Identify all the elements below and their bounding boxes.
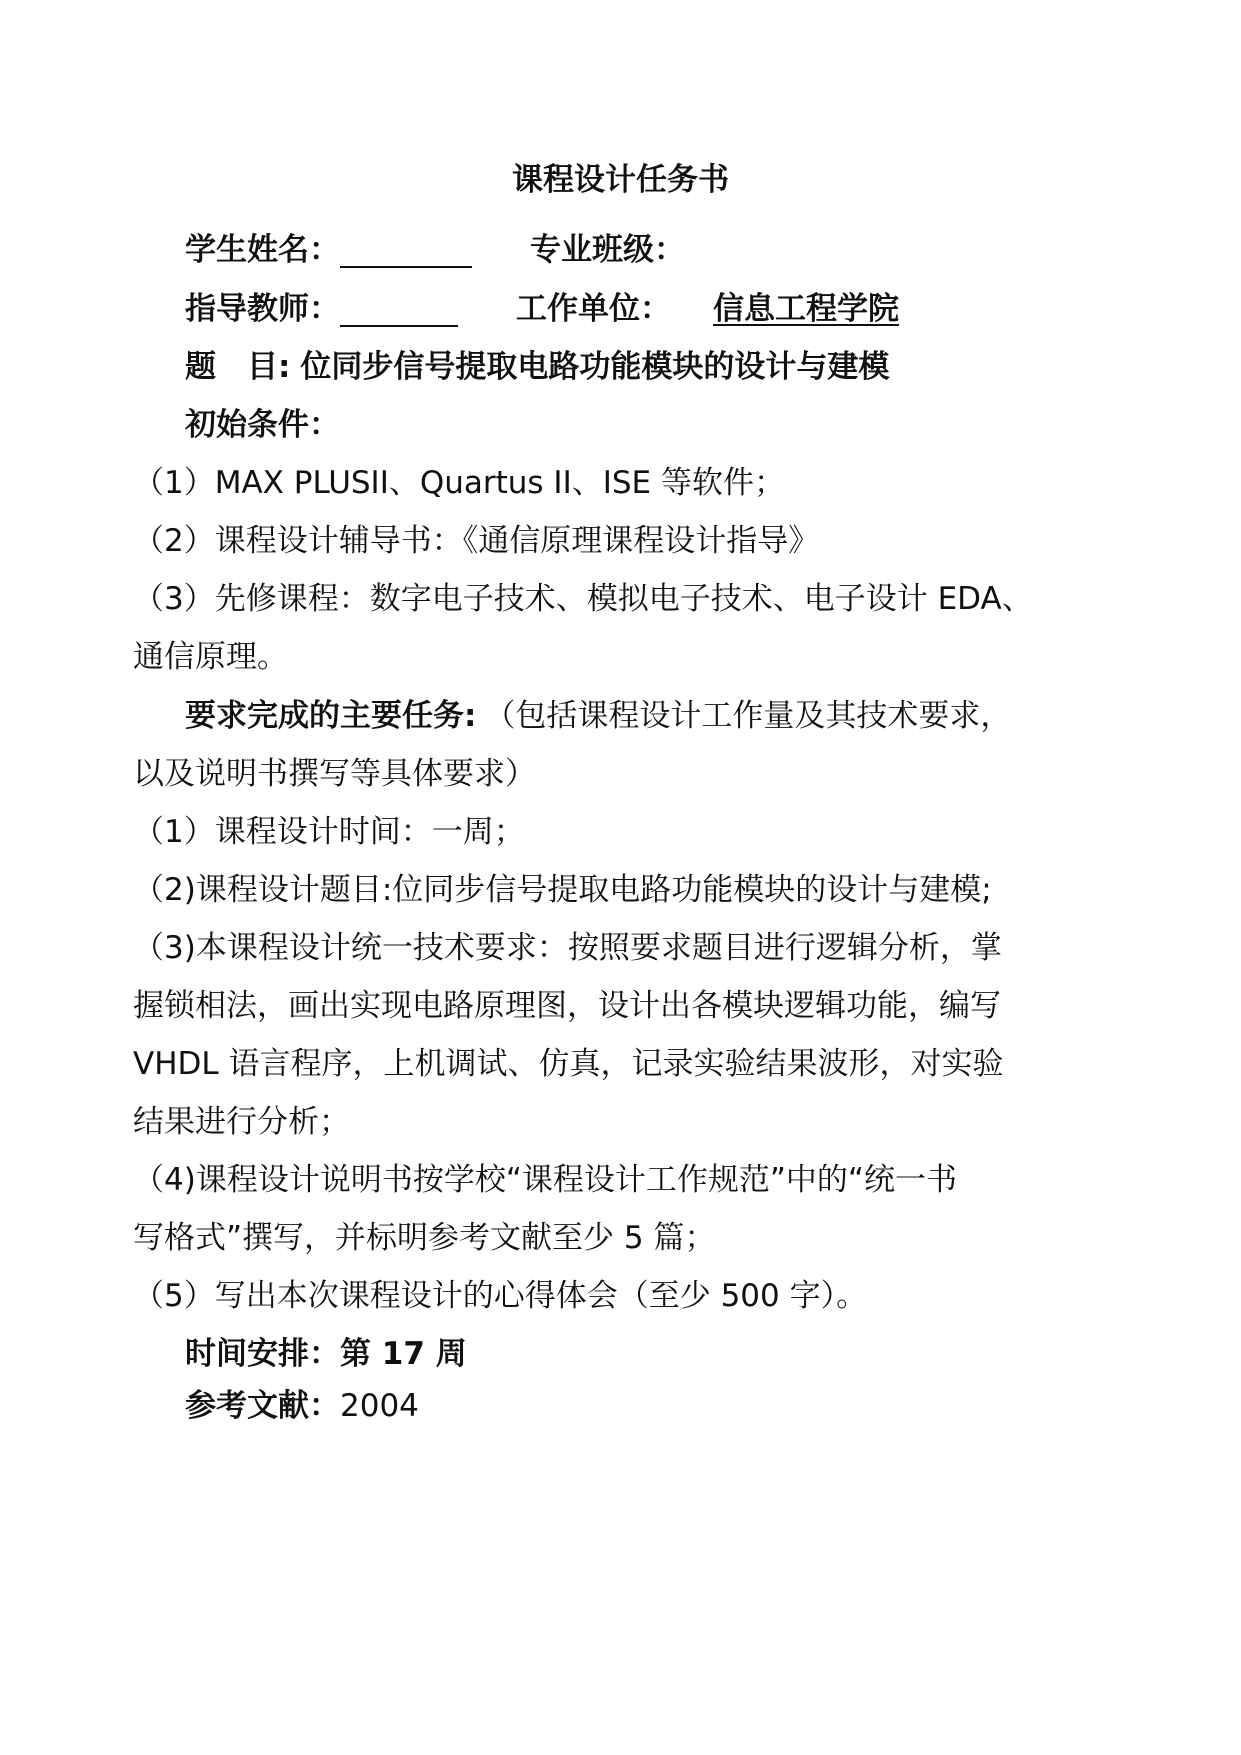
- task-line: （4)课程设计说明书按学校“课程设计工作规范”中的“统一书: [133, 1162, 957, 1198]
- work-unit-value: 信息工程学院: [713, 291, 899, 327]
- initial-conditions-heading: 初始条件：: [185, 407, 340, 443]
- main-tasks-heading-row: [185, 694, 1011, 738]
- topic-value: 位同步信号提取电路功能模块的设计与建模: [300, 349, 890, 385]
- main-tasks-note-cont: 以及说明书撰写等具体要求）: [133, 756, 536, 792]
- initial-condition-item: （2）课程设计辅导书：《通信原理课程设计指导》: [133, 523, 820, 559]
- references-row: [185, 1384, 419, 1428]
- initial-condition-item: （3）先修课程：数字电子技术、模拟电子技术、电子设计 EDA、: [133, 581, 1033, 617]
- references-value: 2004: [340, 1388, 419, 1424]
- task-line: VHDL 语言程序，上机调试、仿真，记录实验结果波形，对实验: [133, 1046, 1004, 1082]
- task-line: （5）写出本次课程设计的心得体会（至少 500 字）。: [133, 1278, 868, 1314]
- advisor-row: [185, 287, 899, 331]
- task-line: （3)本课程设计统一技术要求：按照要求题目进行逻辑分析，掌: [133, 930, 1002, 966]
- initial-condition-item: （1）MAX PLUSII、Quartus II、ISE 等软件；: [133, 465, 785, 501]
- task-line: 握锁相法，画出实现电路原理图，设计出各模块逻辑功能，编写: [133, 988, 1001, 1024]
- references-label: 参考文献：: [185, 1388, 340, 1424]
- task-line: 结果进行分析；: [133, 1104, 350, 1140]
- student-name-blank: [340, 234, 472, 268]
- task-line: （2)课程设计题目:位同步信号提取电路功能模块的设计与建模;: [133, 872, 992, 908]
- major-class-label: 专业班级：: [530, 232, 685, 268]
- task-line: 写格式”撰写，并标明参考文献至少 5 篇；: [133, 1220, 716, 1256]
- work-unit-label: 工作单位：: [516, 291, 671, 327]
- main-tasks-heading: 要求完成的主要任务:: [185, 698, 477, 734]
- task-line: （1）课程设计时间：一周；: [133, 814, 525, 850]
- document-title: 课程设计任务书: [512, 162, 729, 198]
- initial-condition-item: 通信原理。: [133, 639, 288, 675]
- main-tasks-note: （包括课程设计工作量及其技术要求，: [484, 698, 1012, 734]
- schedule-label: 时间安排：: [185, 1336, 340, 1372]
- schedule-row: [185, 1332, 467, 1376]
- student-info-row: [185, 228, 685, 272]
- advisor-blank: [340, 293, 458, 327]
- topic-row: [185, 345, 889, 389]
- advisor-label: 指导教师：: [185, 291, 340, 327]
- student-name-label: 学生姓名：: [185, 232, 340, 268]
- schedule-value: 第 17 周: [340, 1336, 467, 1372]
- topic-label: 题 目:: [185, 349, 291, 385]
